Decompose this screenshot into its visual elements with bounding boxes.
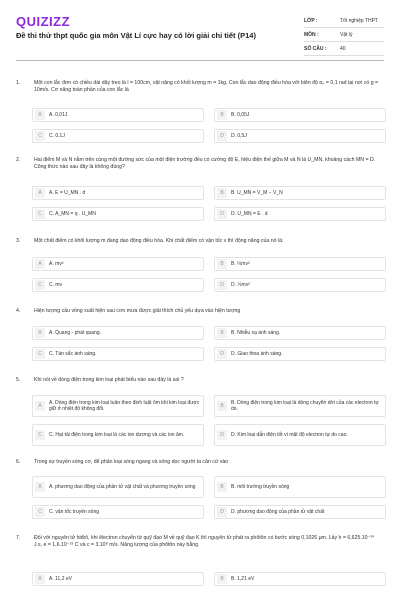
option-text: C. mv — [49, 282, 63, 288]
option-text: B. U_MN = V_M − V_N — [231, 190, 283, 196]
option-text: A. Dòng điện trong kim loại tuân theo định luật ôm khi kim loại được giữ ở nhiệt độ không đổi. — [49, 400, 200, 412]
answer-option[interactable] — [32, 278, 204, 292]
answer-option[interactable] — [214, 395, 386, 417]
meta-table — [304, 14, 384, 56]
answer-option[interactable] — [32, 476, 204, 498]
question-number: 7. — [16, 535, 21, 541]
meta-value: 40 — [340, 45, 346, 52]
meta-key: SỐ CÂU : — [304, 45, 327, 52]
brand-logo: QUIZIZZ — [16, 14, 71, 29]
option-letter: C — [35, 209, 45, 219]
option-text: A. 11,2 eV — [49, 576, 72, 582]
option-letter: D — [217, 280, 227, 290]
answer-option[interactable] — [214, 347, 386, 361]
answer-option[interactable] — [32, 108, 204, 122]
option-text: A. E = U_MN . d — [49, 190, 86, 196]
option-letter: A — [35, 328, 45, 338]
question-number: 4. — [16, 308, 21, 314]
answer-option[interactable] — [32, 572, 204, 586]
answer-option[interactable] — [32, 505, 204, 519]
meta-value: Vật lý — [340, 31, 353, 38]
option-text: A. 0,01J — [49, 112, 68, 118]
question-stem: Một con lắc đơn có chiều dài dây treo là l = 100cm, vật nặng có khối lượng m = 1kg. Con lắc dao động điều hòa với biên độ α₀ = 0,1 rad tại nơi có g = 10m/s. Cơ năng toàn phần của con lắc là — [34, 80, 379, 93]
option-text: C. Tán sắc ánh sáng. — [49, 351, 97, 357]
answer-option[interactable] — [214, 257, 386, 271]
question-number: 3. — [16, 238, 21, 244]
question-stem: Hiện tượng cầu vồng xuất hiện sau cơn mưa được giải thích chủ yếu dựa vào hiện tượng — [34, 308, 241, 314]
option-letter: B — [217, 574, 227, 584]
option-text: D. phương dao động của phần tử vật chất — [231, 509, 325, 515]
option-letter: C — [35, 349, 45, 359]
answer-option[interactable] — [214, 278, 386, 292]
meta-key: MÔN : — [304, 31, 319, 38]
meta-key: LỚP : — [304, 17, 318, 24]
option-text: A. Quang - phát quang. — [49, 330, 101, 336]
option-letter: B — [217, 188, 227, 198]
option-letter: B — [217, 482, 227, 492]
answer-option[interactable] — [32, 207, 204, 221]
option-letter: A — [35, 574, 45, 584]
option-text: D. Kim loại dẫn điện tốt vì mật độ electron tự do cao. — [231, 432, 348, 438]
option-letter: C — [35, 131, 45, 141]
option-letter: A — [35, 110, 45, 120]
option-letter: A — [35, 401, 45, 411]
answer-option[interactable] — [214, 108, 386, 122]
option-text: C. 0,1J — [49, 133, 65, 139]
option-letter: A — [35, 482, 45, 492]
question-number: 1. — [16, 80, 21, 86]
answer-option[interactable] — [32, 424, 204, 446]
question-stem: Đối với nguyên tử hiđrô, khi êlectron chuyển từ quỹ đạo M về quỹ đạo K thì nguyên tử phát ra phôtôn có bước sóng 0,1026 μm. Lấy h = 6,625.10⁻³⁴ J.s, e = 1,6.10⁻¹⁹ C và c = 3.10⁸ m/s. Năng lượng của phôtôn này bằng — [34, 535, 375, 548]
option-text: B. 0,05J — [231, 112, 250, 118]
option-text: A. phương dao động của phần tử vật chất và phương truyền sóng — [49, 484, 196, 490]
answer-option[interactable] — [214, 476, 386, 498]
answer-option[interactable] — [214, 505, 386, 519]
meta-row — [304, 42, 384, 56]
question-number: 2. — [16, 157, 21, 163]
answer-option[interactable] — [32, 186, 204, 200]
meta-value: Tốt nghiệp THPT — [340, 17, 378, 24]
option-letter: D — [217, 507, 227, 517]
option-letter: B — [217, 110, 227, 120]
answer-option[interactable] — [214, 186, 386, 200]
option-letter: B — [217, 259, 227, 269]
option-text: B. môi trường truyền sóng — [231, 484, 290, 490]
question-stem: Trong sự truyền sóng cơ, để phân loại sóng ngang và sóng dọc người ta căn cứ vào — [34, 459, 229, 465]
option-text: A. mv² — [49, 261, 64, 267]
option-text: B. ½mv² — [231, 261, 250, 267]
meta-row — [304, 28, 384, 42]
meta-row — [304, 14, 384, 28]
answer-option[interactable] — [32, 257, 204, 271]
option-text: B. Dòng điện trong kim loại là dòng chuyển dời của các electron tự do. — [231, 400, 379, 412]
question-stem: Khi nói về dòng điện trong kim loại phát biểu nào sau đây là sai ? — [34, 377, 184, 383]
option-text: D. ½mv² — [231, 282, 250, 288]
option-text: D. U_MN = E . d — [231, 211, 268, 217]
option-letter: D — [217, 430, 227, 440]
option-text: C. Hạt tải điện trong kim loại là các ion dương và các ion âm. — [49, 432, 185, 438]
option-text: D. 0,5J — [231, 133, 247, 139]
header — [16, 14, 384, 52]
option-letter: D — [217, 349, 227, 359]
answer-option[interactable] — [214, 326, 386, 340]
question-number: 5. — [16, 377, 21, 383]
option-letter: D — [217, 209, 227, 219]
answer-option[interactable] — [32, 347, 204, 361]
question-number: 6. — [16, 459, 21, 465]
option-letter: C — [35, 430, 45, 440]
option-text: D. Giao thoa ánh sáng. — [231, 351, 283, 357]
option-letter: A — [35, 259, 45, 269]
option-text: B. Nhiễu xạ ánh sáng. — [231, 330, 281, 336]
option-letter: B — [217, 328, 227, 338]
option-letter: C — [35, 280, 45, 290]
answer-option[interactable] — [32, 129, 204, 143]
option-letter: D — [217, 131, 227, 141]
answer-option[interactable] — [214, 207, 386, 221]
answer-option[interactable] — [32, 326, 204, 340]
option-text: C. A_MN = q . U_MN — [49, 211, 96, 217]
option-text: C. vận tốc truyền sóng — [49, 509, 100, 515]
question-stem: Hai điểm M và N nằm trên cùng một đường sức của một điện trường đều có cường độ E, hiệu điện thế giữa M và N là U_MN, khoảng cách MN = D. Công thức nào sau đây là không đúng? — [34, 157, 376, 170]
answer-option[interactable] — [214, 424, 386, 446]
header-divider — [16, 60, 384, 61]
answer-option[interactable] — [32, 395, 204, 417]
option-letter: B — [217, 401, 227, 411]
answer-option[interactable] — [214, 572, 386, 586]
page-title: Đề thi thử thpt quốc gia môn Vật Lí cực hay có lời giải chi tiết (P14) — [16, 31, 256, 40]
question-stem: Một chất điểm có khối lượng m đang dao động điều hòa. Khi chất điểm có vận tốc v thì động năng của nó là: — [34, 238, 284, 244]
option-letter: A — [35, 188, 45, 198]
option-text: B. 1,21 eV — [231, 576, 255, 582]
answer-option[interactable] — [214, 129, 386, 143]
option-letter: C — [35, 507, 45, 517]
